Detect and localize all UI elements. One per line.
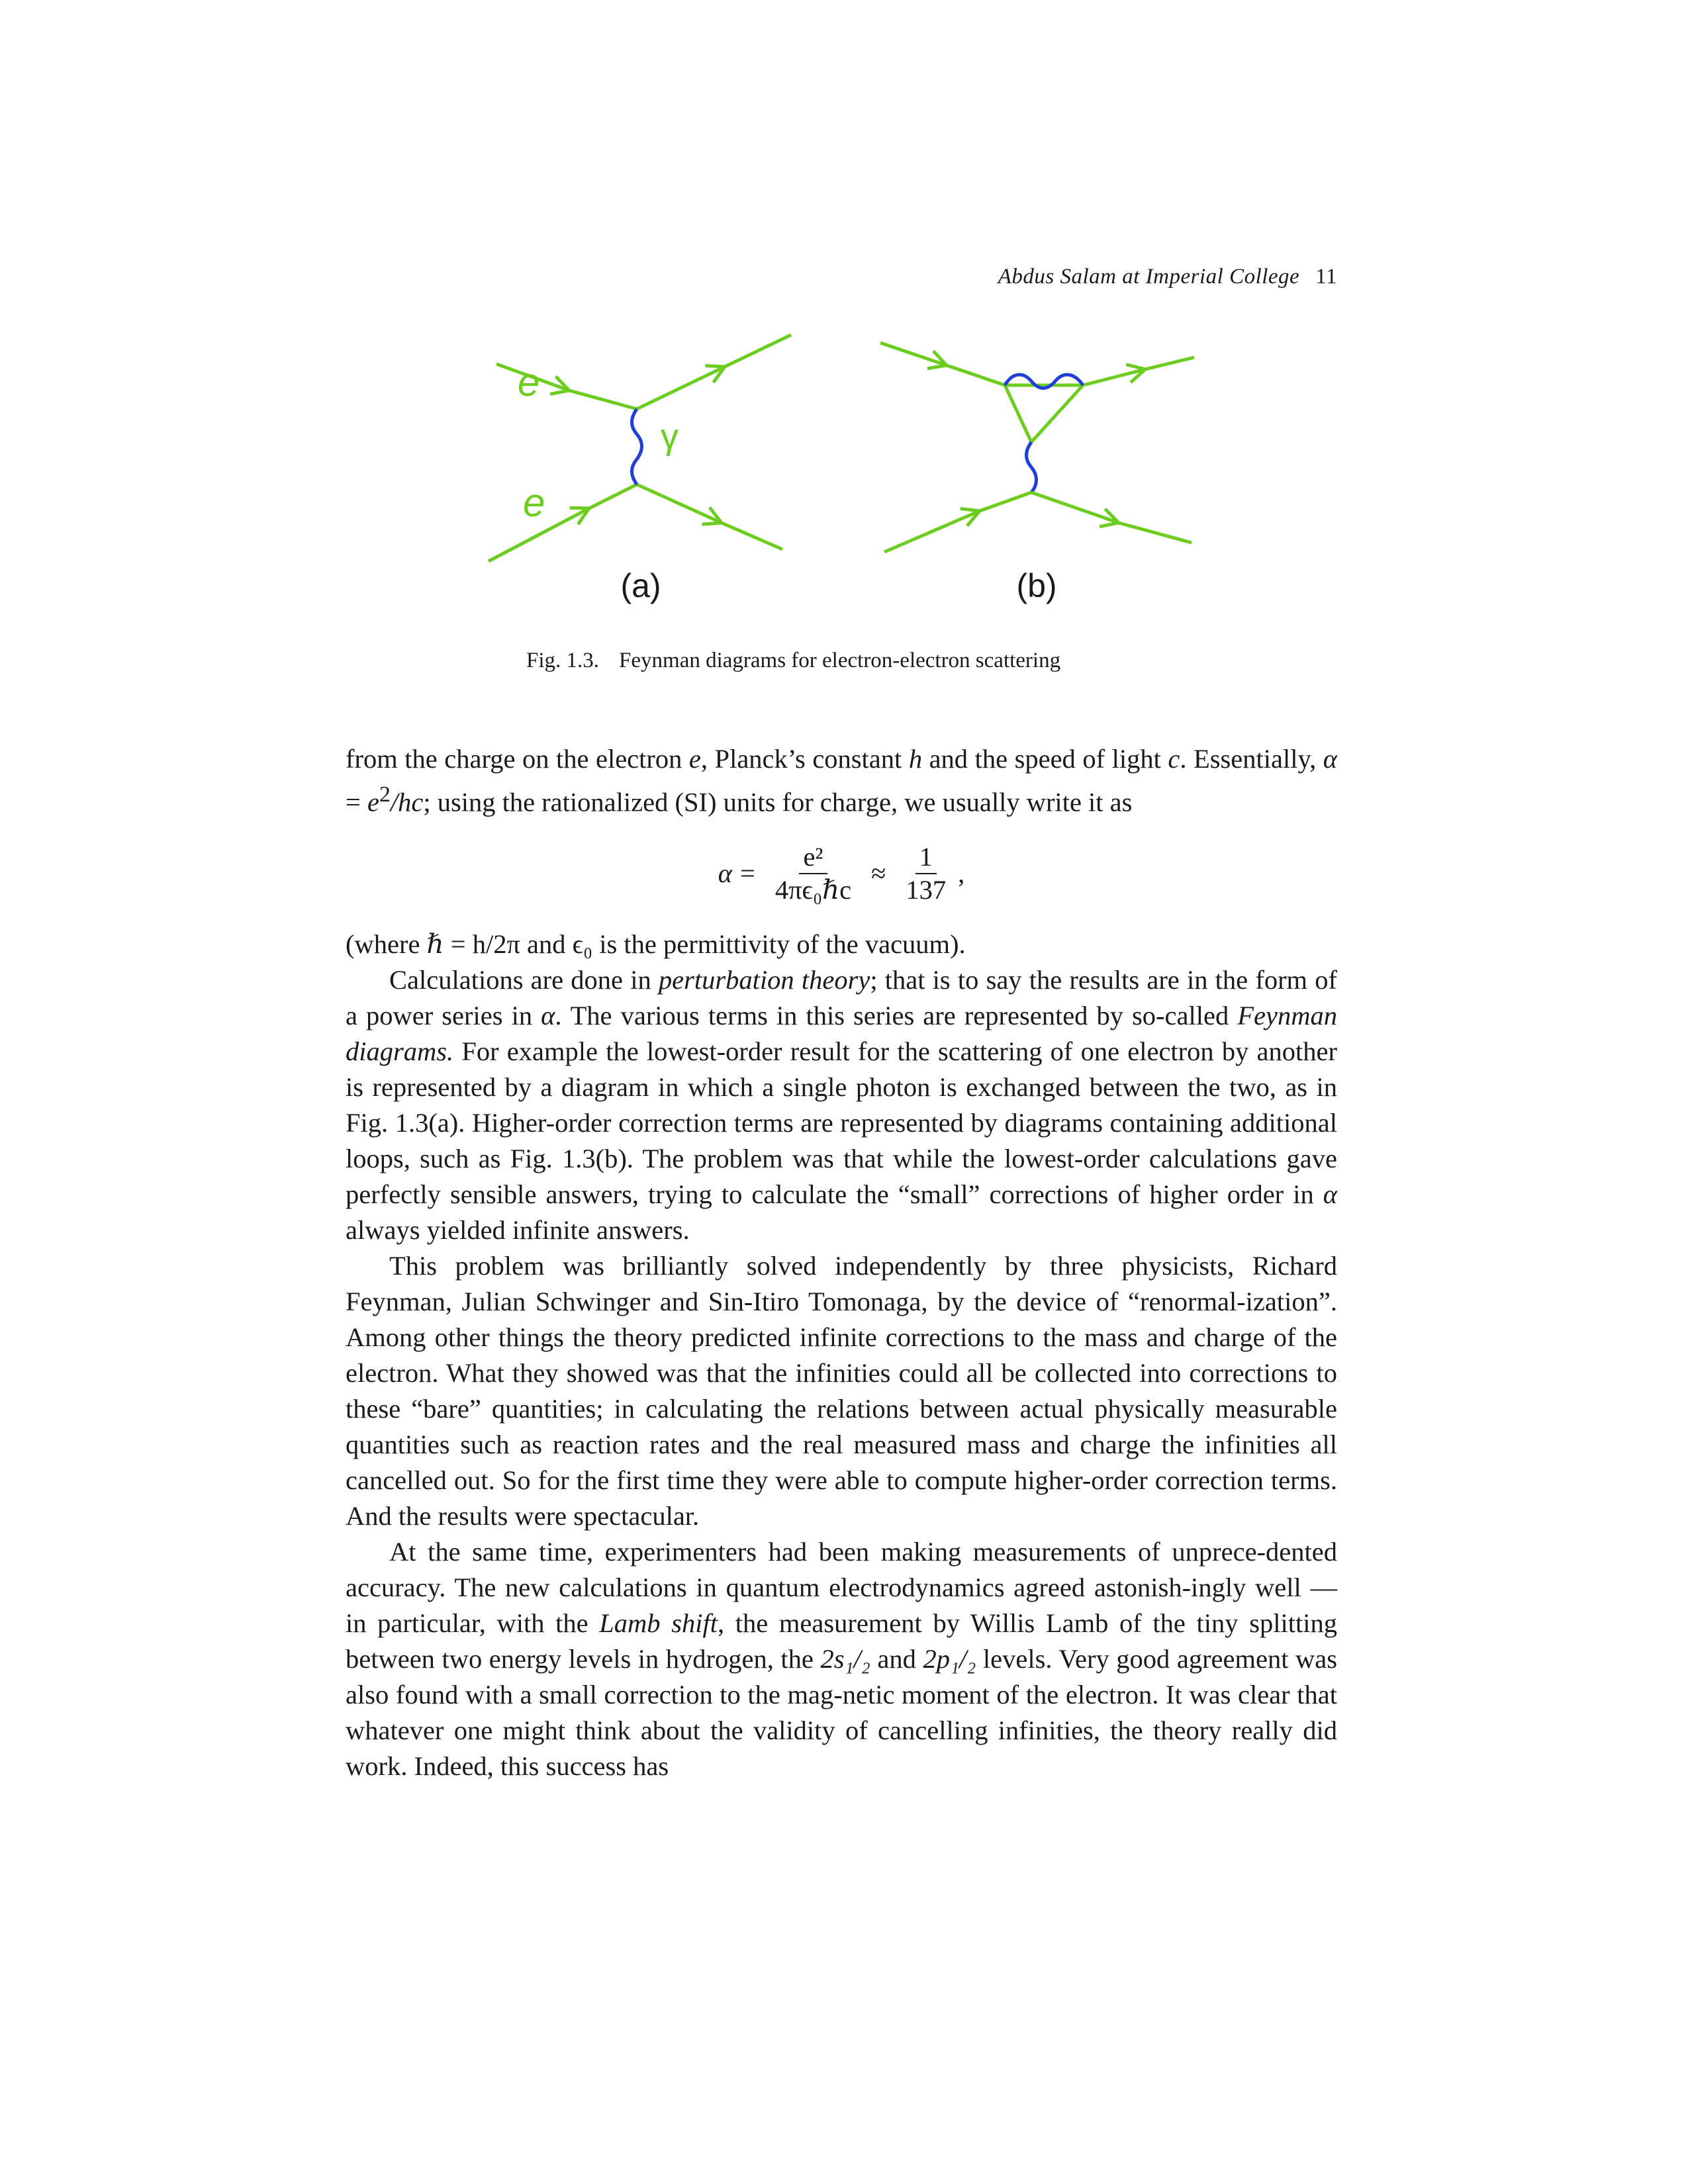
p2-emphasis-2: Feynman diagrams. (346, 1000, 1337, 1066)
p1-var-e2: e (367, 787, 379, 817)
panel-label-b: (b) (1016, 567, 1057, 604)
diagram-b-loop (1005, 385, 1083, 442)
p1-var-alpha: α (1323, 744, 1337, 774)
body-text (346, 741, 1337, 1784)
p2-text-3: . The various terms in this series are represented by so-called (555, 1000, 1238, 1030)
p4-text-3: and (870, 1643, 923, 1674)
p4-text-1: At the same time, experimenters had been making measurements of unprece-dented accuracy. The new calculations in quantum electrodynamics agreed astonish-ingly well — in particular, with the (346, 1536, 1337, 1638)
diagram-a-electron-out-bottom (637, 484, 782, 549)
diagram-a-label-e-bottom: e (523, 480, 545, 525)
p2-text-1: Calculations are done in (389, 964, 659, 995)
p2-text-4: For example the lowest-order result for the scattering of one electron by another is represented by a diagram in which a single photon is exchanged between the two, as in Fig. 1.3(a). Higher-order correction terms are represented by diagrams containing additional loops, such as Fig. 1.3(b). The problem was that while the lowest-order calculations gave perfectly sensible answers, trying to calculate the “small” corrections of higher order in (346, 1036, 1337, 1209)
p1-text-5: = (346, 787, 367, 817)
eq-frac2-numerator: 1 (915, 841, 937, 874)
p4-text-4: levels. Very good agreement was also found with a small correction to the mag-netic moment of the electron. It was clear that whatever one might think about the validity of cancelling infinities, the theory really did work. Indeed, this success has (346, 1643, 1338, 1781)
p4-math-2p: 2p₁/₂ (923, 1643, 976, 1674)
paragraph-1 (346, 741, 1337, 821)
p1-var-h: h (908, 744, 923, 774)
page-number: 11 (1315, 265, 1337, 289)
diagram-a (489, 335, 791, 604)
feynman-diagrams-svg (463, 324, 1218, 629)
where-line: (where ℏ = h/2π and ϵ₀ is the permittivity of the vacuum). (346, 929, 966, 959)
diagram-b-electron-in-top (880, 343, 1005, 385)
diagram-b-electron-in-bottom (884, 492, 1031, 552)
diagram-b-electron-out-bottom (1031, 492, 1192, 543)
diagram-a-electron-out-top (637, 335, 791, 409)
diagram-b-electron-out-top (1083, 357, 1194, 385)
diagram-b (880, 343, 1194, 604)
running-header (861, 265, 1337, 289)
panel-label-a: (a) (620, 567, 661, 604)
eq-frac1-numerator: e² (799, 841, 827, 874)
paragraph-3: This problem was brilliantly solved independently by three physicists, Richard Feynman, Julian Schwinger and Sin-Itiro Tomonaga, by the device of “renormal-ization”. Among other things the theory predicted infinite corrections to the mass and charge of the electron. What they showed was that the infinities could all be collected into corrections to these “bare” quantities; in calculating the relations between actual physically measurable quantities such as reaction rates and the real measured mass and charge the infinities all cancelled out. So for the first time they were able to compute higher-order correction terms. And the results were spectacular. (346, 1250, 1337, 1531)
diagram-a-label-e-top: e (518, 360, 540, 404)
running-title: Abdus Salam at Imperial College (998, 265, 1300, 289)
diagram-a-label-gamma: γ (661, 417, 679, 457)
eq-equals: = (740, 858, 755, 888)
eq-lhs: α (718, 858, 733, 888)
p1-text-3: and the speed of light (922, 744, 1168, 774)
eq-fraction-2 (902, 841, 950, 906)
figure-caption (526, 649, 1188, 673)
diagram-b-photon (1027, 442, 1037, 492)
p1-text-4: . Essentially, (1180, 744, 1323, 774)
paragraph-2 (346, 962, 1337, 1248)
eq-frac1-denominator: 4πϵ₀ℏc (774, 874, 852, 905)
p1-var-hc: /hc (390, 787, 424, 817)
p2-var-alpha-1: α (541, 1000, 555, 1030)
p2-emphasis-1: perturbation theory (658, 964, 870, 995)
p1-text-1: from the charge on the electron (346, 744, 689, 774)
p1-text-2: , Planck’s constant (700, 744, 909, 774)
p1-var-e: e (688, 744, 701, 774)
p1-sup: 2 (379, 782, 391, 807)
caption-number: Fig. 1.3. (526, 649, 600, 672)
p2-var-alpha-2: α (1323, 1179, 1337, 1209)
eq-comma: , (958, 858, 965, 888)
p4-emphasis-1: Lamb shift (599, 1608, 718, 1638)
caption-text: Feynman diagrams for electron-electron scattering (619, 649, 1061, 672)
eq-frac2-denominator: 137 (906, 874, 947, 905)
p1-var-c: c (1168, 744, 1180, 774)
fine-structure-equation (346, 821, 1337, 927)
p1-text-6: ; using the rationalized (SI) units for charge, we usually write it as (423, 787, 1133, 817)
p4-math-2s: 2s₁/₂ (820, 1643, 870, 1674)
diagram-a-photon (632, 409, 642, 484)
paragraph-4 (346, 1534, 1337, 1784)
eq-fraction-1 (771, 841, 855, 906)
p2-text-5: always yielded infinite answers. (346, 1214, 690, 1245)
feynman-figure (463, 324, 1218, 629)
p4-text-2: , the measurement by Willis Lamb of the tiny splitting between two energy levels in hydrogen, the (346, 1608, 1337, 1674)
p2-text-2: ; that is to say the results are in the form of a power series in (346, 964, 1337, 1030)
eq-approx: ≈ (871, 858, 886, 888)
diagram-a-electron-in-bottom (489, 484, 637, 561)
